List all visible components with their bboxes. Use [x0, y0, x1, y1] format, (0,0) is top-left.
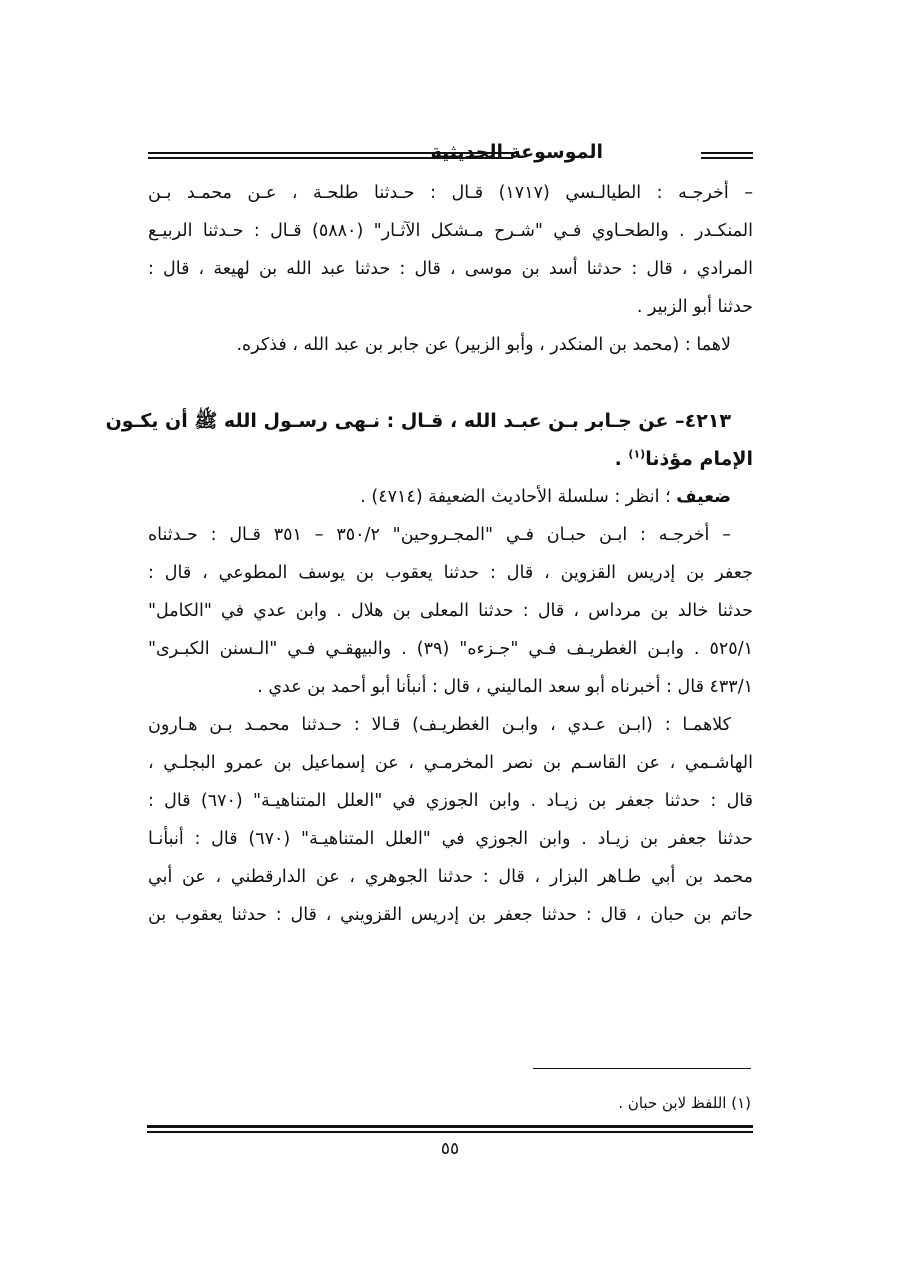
text-line: حدثنا خالد بن مرداس ، قال : حدثنا المعلى بن هلال . وابن عدي في "الكامل"	[148, 601, 753, 621]
header-title: الموسوعة الحديثية	[430, 141, 603, 163]
text-line: المرادي ، قال : حدثنا أسد بن موسى ، قال : حدثنا عبد الله بن لهيعة ، قال :	[148, 259, 753, 279]
text-line: ٤٣٣/١ قال : أخبرناه أبو سعد الماليني ، قال : أنبأنا أبو أحمد بن عدي .	[257, 677, 753, 697]
footer-rule-bottom	[147, 1131, 753, 1133]
text-line: – أخرجـه : الطيالـسي (١٧١٧) قـال : حـدثنا طلحـة ، عـن محمـد بـن	[148, 183, 753, 203]
footnote: (١) اللفظ لابن حبان .	[618, 1094, 751, 1112]
footnote-ref: (١)	[628, 447, 646, 461]
header-rule-right-bottom	[701, 157, 753, 159]
grade-line	[148, 478, 753, 516]
hadith-end: .	[614, 448, 629, 470]
text-line: محمد بن أبي طـاهر البزار ، قال : حدثنا الجوهري ، عن الدارقطني ، عن أبي	[148, 867, 753, 887]
text-line: حدثنا جعفر بن زيـاد . وابن الجوزي في "العلل المتناهيـة" (٦٧٠) قال : أنبأنـا	[148, 829, 753, 849]
text-line: لاهما : (محمد بن المنكدر ، وأبو الزبير) عن جابر بن عبد الله ، فذكره.	[236, 335, 731, 355]
grade-text: ؛ انظر : سلسلة الأحاديث الضعيفة (٤٧١٤) .	[360, 487, 677, 507]
page-header	[148, 139, 753, 173]
text-line: المنكـدر . والطحـاوي فـي "شـرح مـشكل الآثـار" (٥٨٨٠) قـال : حـدثنا الربيـع	[148, 221, 753, 241]
paragraph-gap	[148, 364, 753, 402]
hadith-heading: ٤٢١٣– عن جـابر بـن عبـد الله ، قـال : نـهى رسـول الله ﷺ أن يكـون	[105, 410, 731, 432]
grade-label: ضعيف	[676, 487, 731, 507]
text-line: حاتم بن حبان ، قال : حدثنا جعفر بن إدريس القزويني ، قال : حدثنا يعقوب بن	[148, 905, 753, 925]
text-line: قال : حدثنا جعفر بن زيـاد . وابن الجوزي في "العلل المتناهيـة" (٦٧٠) قال :	[148, 791, 753, 811]
header-rule-right-top	[701, 152, 753, 154]
text-line: – أخرجـه : ابـن حبـان فـي "المجـروحين" ٣٥٠/٢ – ٣٥١ قـال : حـدثناه	[148, 525, 731, 545]
footnote-separator	[533, 1068, 751, 1069]
hadith-text: الإمام مؤذنا	[645, 448, 753, 470]
text-line: الهاشـمي ، عن القاسـم بن نصر المخرمـي ، عن إسماعيل بن عمرو البجلـي ،	[148, 753, 753, 773]
page-body	[105, 174, 753, 934]
hadith-heading-cont	[148, 440, 753, 478]
footer-rule-top	[147, 1125, 753, 1128]
text-line: حدثنا أبو الزبير .	[636, 297, 753, 317]
page-number: ٥٥	[440, 1139, 460, 1159]
text-line: ٥٢٥/١ . وابـن الغطريـف فـي "جـزءه" (٣٩) . والبيهقـي فـي "الـسنن الكبـرى"	[148, 639, 753, 659]
text-line: كلاهمـا : (ابـن عـدي ، وابـن الغطريـف) قـالا : حـدثنا محمـد بـن هـارون	[148, 715, 731, 735]
text-line: جعفر بن إدريس القزوين ، قال : حدثنا يعقوب بن يوسف المطوعي ، قال :	[148, 563, 753, 583]
